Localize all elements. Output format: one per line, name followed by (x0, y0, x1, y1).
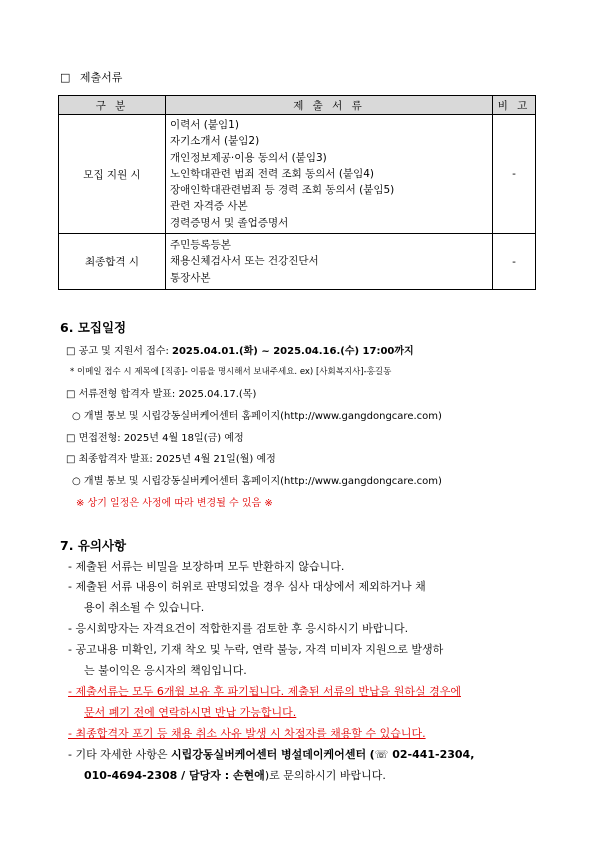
table-row (59, 234, 536, 290)
notice-item-4-line-2: 는 불이익은 응시자의 책임입니다. (84, 664, 247, 677)
list-item: 경력증명서 및 졸업증명서 (170, 216, 289, 229)
interview-line: □ 면접전형: 2025년 4월 18일(금) 예정 (66, 433, 244, 444)
list-item: 채용신체검사서 또는 건강진단서 (170, 255, 319, 268)
row-documents (166, 234, 493, 290)
final-result-notice: ○ 개별 통보 및 시립강동실버케어센터 홈페이지(http://www.gangdongcare.com) (72, 476, 442, 487)
list-item: 노인학대관련 범죄 전력 조회 동의서 (붙임4) (170, 167, 374, 180)
notice-item-7-line-1 (68, 746, 474, 762)
row-documents (166, 115, 493, 234)
row-category: 최종합격 시 (59, 234, 166, 290)
list-item: 자기소개서 (붙임2) (170, 135, 260, 148)
row-note: - (493, 234, 536, 290)
notice-item-1: - 제출된 서류는 비밀을 보장하며 모두 반환하지 않습니다. (68, 560, 345, 573)
final-result-line: □ 최종합격자 발표: 2025년 4월 21일(월) 예정 (66, 454, 276, 465)
contact-suffix: )로 문의하시기 바랍니다. (264, 769, 386, 782)
notice-heading: 7. 유의사항 (60, 538, 127, 553)
table-row (59, 115, 536, 234)
doc-result-notice: ○ 개별 통보 및 시립강동실버케어센터 홈페이지(http://www.gangdongcare.com) (72, 411, 442, 422)
list-item: 통장사본 (170, 271, 211, 284)
header-note: 비 고 (493, 96, 536, 115)
list-item: 주민등록등본 (170, 239, 231, 252)
list-item: 장애인학대관련범죄 등 경력 조회 동의서 (붙임5) (170, 184, 395, 197)
apply-period: 2025.04.01.(화) ~ 2025.04.16.(수) 17:00까지 (172, 346, 414, 357)
schedule-change-note: ※ 상기 일정은 사정에 따라 변경될 수 있음 ※ (76, 498, 273, 509)
doc-result-line: □ 서류전형 합격자 발표: 2025.04.17.(목) (66, 389, 257, 400)
notice-item-5-line-1: - 제출서류는 모두 6개월 보유 후 파기됩니다. 제출된 서류의 반납을 원하실 경우에 (68, 685, 461, 698)
list-item: 관련 자격증 사본 (170, 200, 248, 213)
notice-item-2-line-1: - 제출된 서류 내용이 허위로 판명되었을 경우 심사 대상에서 제외하거나 채 (68, 580, 426, 593)
notice-item-6: - 최종합격자 포기 등 채용 취소 사유 발생 시 차점자를 채용할 수 있습니다. (68, 727, 426, 740)
contact-mobile-person: 010-4694-2308 / 담당자 : 손현애 (84, 769, 265, 782)
notice-item-7-line-2 (84, 767, 386, 783)
schedule-heading: 6. 모집일정 (60, 320, 127, 335)
header-category: 구 분 (59, 96, 166, 115)
list-item: 이력서 (붙임1) (170, 119, 239, 131)
row-category: 모집 지원 시 (59, 115, 166, 234)
contact-center-name: 시립강동실버케어센터 병설데이케어센터 (170, 748, 367, 761)
documents-table (58, 95, 536, 290)
docs-section-title (60, 69, 122, 85)
table-header-row (59, 96, 536, 115)
contact-phone: (☏ 02-441-2304, (369, 748, 475, 761)
docs-title-text: 제출서류 (79, 71, 123, 84)
list-item: 개인정보제공·이용 동의서 (붙임3) (170, 151, 327, 164)
notice-item-4-line-1: - 공고내용 미확인, 기재 착오 및 누락, 연락 불능, 자격 미비자 지원으로 발생하 (68, 643, 444, 656)
contact-prefix: - 기타 자세한 사항은 (68, 748, 171, 761)
notice-item-3: - 응시희망자는 자격요건이 적합한지를 검토한 후 응시하시기 바랍니다. (68, 622, 409, 635)
notice-item-2-line-2: 용이 취소될 수 있습니다. (84, 601, 205, 614)
notice-item-5-line-2: 문서 폐기 전에 연락하시면 반납 가능합니다. (84, 706, 297, 719)
header-documents: 제 출 서 류 (166, 96, 493, 115)
email-note: * 이메일 접수 시 제목에 [직종]- 이름을 명시해서 보내주세요. ex) [사회복지사]-홍길동 (70, 367, 392, 377)
apply-prefix: □ 공고 및 지원서 접수: (66, 346, 172, 357)
checkbox-marker: □ (60, 71, 71, 84)
apply-period-line (66, 342, 414, 357)
row-note: - (493, 115, 536, 234)
